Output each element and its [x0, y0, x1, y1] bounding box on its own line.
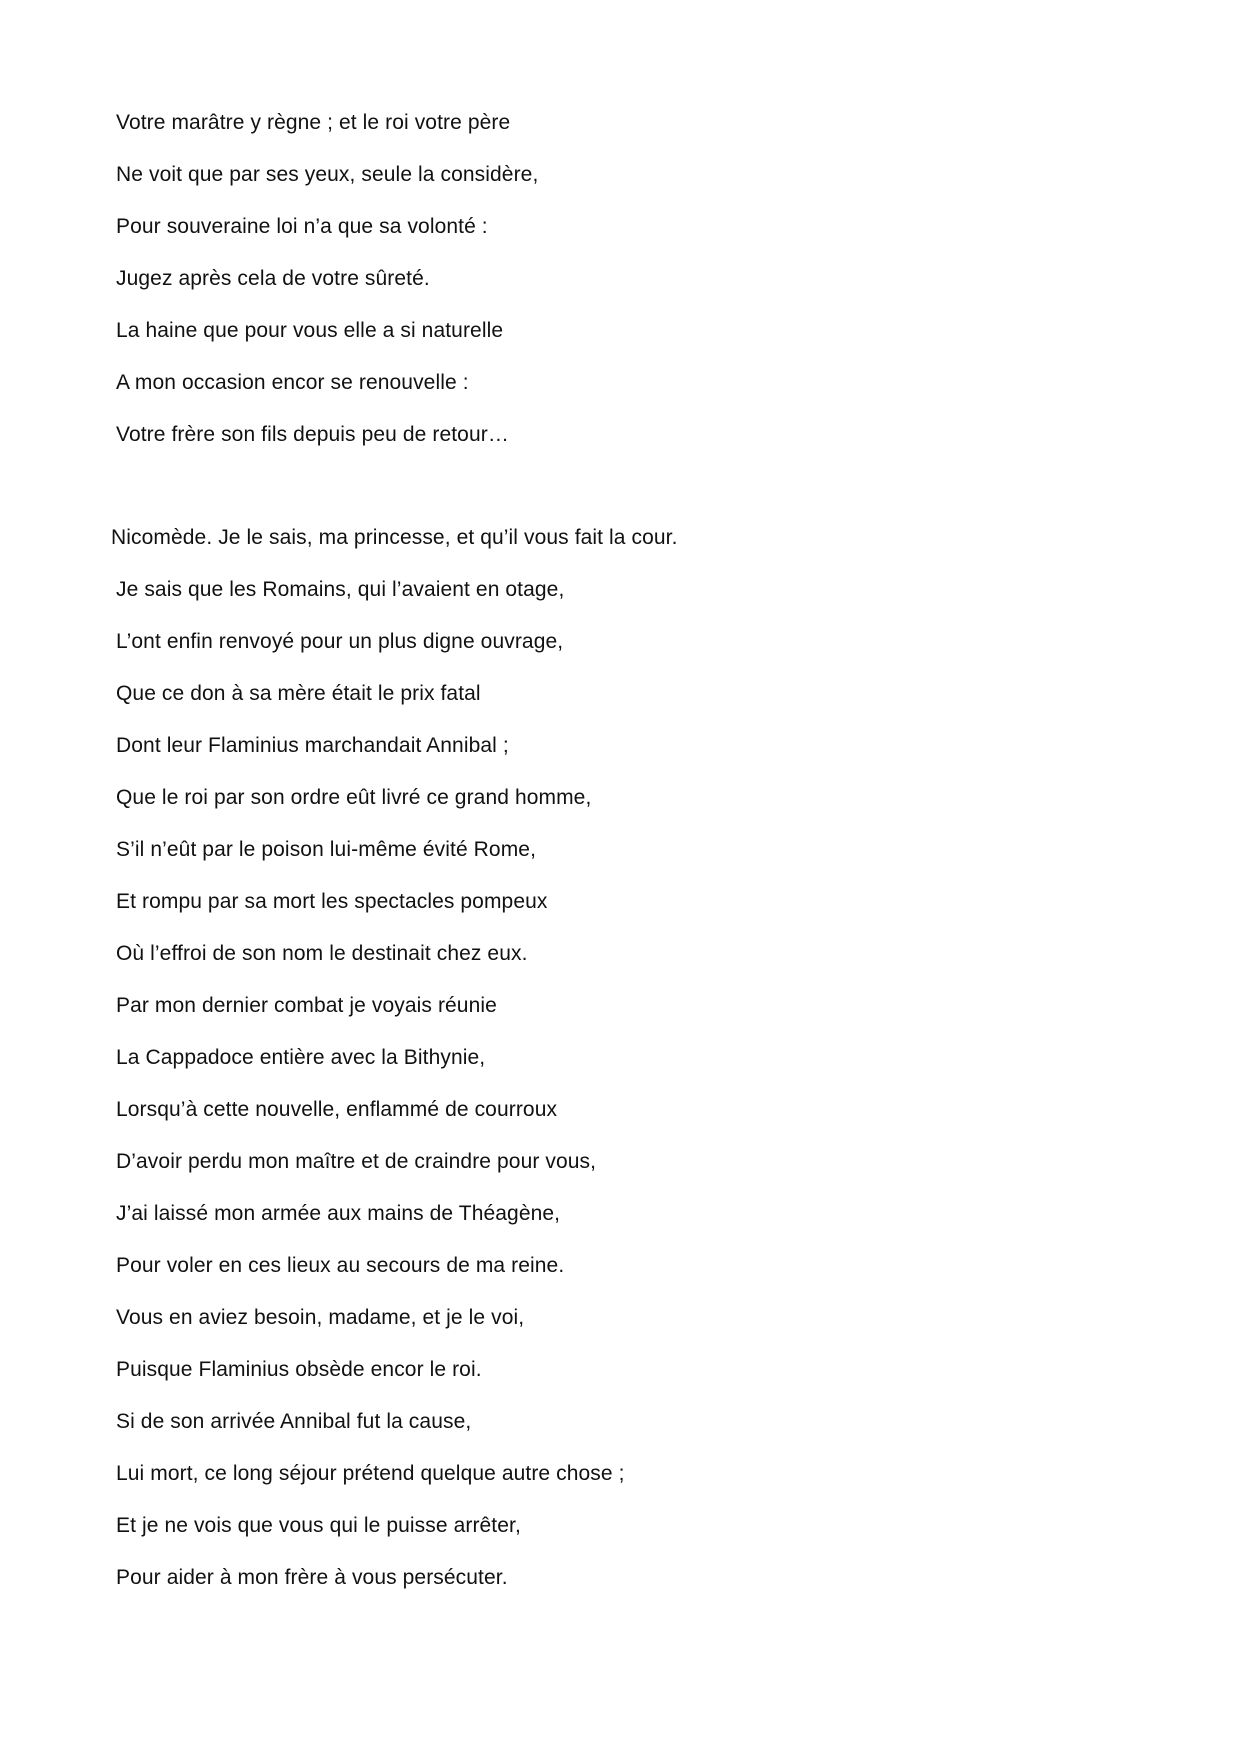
verse-line: Puisque Flaminius obsède encor le roi. — [116, 1358, 482, 1381]
stanza-one — [116, 108, 538, 472]
verse-line: La haine que pour vous elle a si naturelle — [116, 319, 504, 342]
verse-line: Ne voit que par ses yeux, seule la considère, — [116, 163, 539, 186]
verse-line: Pour voler en ces lieux au secours de ma reine. — [116, 1254, 565, 1277]
verse-line: Pour souveraine loi n’a que sa volonté : — [116, 215, 488, 238]
verse-line: Et rompu par sa mort les spectacles pompeux — [116, 890, 548, 913]
verse-line: D’avoir perdu mon maître et de craindre pour vous, — [116, 1150, 597, 1173]
verse-line: Dont leur Flaminius marchandait Annibal ; — [116, 734, 509, 757]
verse-line: Par mon dernier combat je voyais réunie — [116, 994, 497, 1017]
verse-line: Votre marâtre y règne ; et le roi votre père — [116, 111, 511, 134]
stanza-two — [111, 523, 678, 1615]
verse-line: La Cappadoce entière avec la Bithynie, — [116, 1046, 486, 1069]
verse-line: Que le roi par son ordre eût livré ce grand homme, — [116, 786, 592, 809]
verse-line: Que ce don à sa mère était le prix fatal — [116, 682, 481, 705]
verse-line: Pour aider à mon frère à vous persécuter. — [116, 1566, 508, 1589]
verse-line: Votre frère son fils depuis peu de retour… — [116, 423, 509, 446]
verse-line: Lorsqu’à cette nouvelle, enflammé de courroux — [116, 1098, 558, 1121]
speaker-verse-line: Nicomède. Je le sais, ma princesse, et qu’il vous fait la cour. — [111, 526, 678, 549]
verse-line: Et je ne vois que vous qui le puisse arrêter, — [116, 1514, 521, 1537]
verse-line: Lui mort, ce long séjour prétend quelque autre chose ; — [116, 1462, 625, 1485]
verse-line: Jugez après cela de votre sûreté. — [116, 267, 430, 290]
verse-line: S’il n’eût par le poison lui-même évité Rome, — [116, 838, 537, 861]
verse-line: A mon occasion encor se renouvelle : — [116, 371, 469, 394]
verse-line: Où l’effroi de son nom le destinait chez eux. — [116, 942, 528, 965]
verse-line: Vous en aviez besoin, madame, et je le voi, — [116, 1306, 525, 1329]
verse-line: L’ont enfin renvoyé pour un plus digne ouvrage, — [116, 630, 564, 653]
verse-line: J’ai laissé mon armée aux mains de Théagène, — [116, 1202, 561, 1225]
verse-line: Je sais que les Romains, qui l’avaient en otage, — [116, 578, 565, 601]
verse-line: Si de son arrivée Annibal fut la cause, — [116, 1410, 472, 1433]
